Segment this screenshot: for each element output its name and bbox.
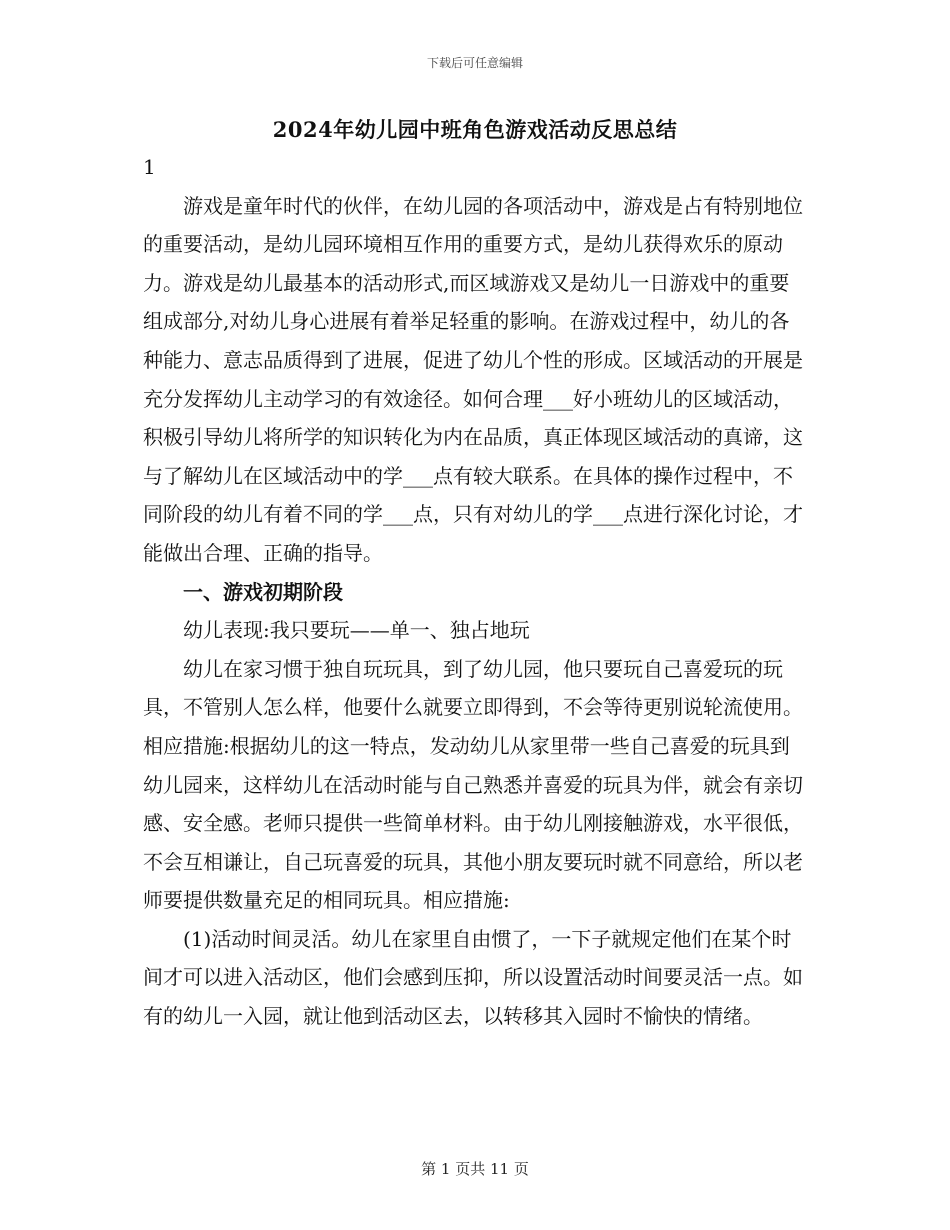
section-number: 1 <box>143 155 156 179</box>
measure-item-1: (1)活动时间灵活。幼儿在家里自由惯了，一下子就规定他们在某个时间才可以进入活动区，他们会感到压抑，所以设置活动时间要灵活一点。如有的幼儿一入园，就让他到活动区去，以转移其入园时不愉快的情绪。 <box>143 926 803 1029</box>
intro-paragraph: 游戏是童年时代的伙伴，在幼儿园的各项活动中，游戏是占有特别地位的重要活动，是幼儿园环境相互作用的重要方式，是幼儿获得欢乐的原动力。游戏是幼儿最基本的活动形式,而区域游戏又是幼儿一日游戏中的重要组成部分,对幼儿身心进展有着举足轻重的影响。在游戏过程中，幼儿的各种能力、意志品质得到了进展，促进了幼儿个性的形成。区域活动的开展是充分发挥幼儿主动学习的有效途径。如何合理___好小班幼儿的区域活动，积极引导幼儿将所学的知识转化为内在品质，真正体现区域活动的真谛，这与了解幼儿在区域活动中的学___点有较大联系。在具体的操作过程中，不同阶段的幼儿有着不同的学___点，只有对幼儿的学___点进行深化讨论，才能做出合理、正确的指导。 <box>143 193 803 565</box>
page-footer: 第 1 页共 11 页 <box>421 1160 529 1178</box>
document-body <box>143 148 807 1036</box>
measures-paragraph: 幼儿在家习惯于独自玩玩具，到了幼儿园，他只要玩自己喜爱玩的玩具，不管别人怎么样，他要什么就要立即得到，不会等待更别说轮流使用。相应措施:根据幼儿的这一特点，发动幼儿从家里带一些自己喜爱的玩具到幼儿园来，这样幼儿在活动时能与自己熟悉并喜爱的玩具为伴，就会有亲切感、安全感。老师只提供一些简单材料。由于幼儿刚接触游戏，水平很低，不会互相谦让，自己玩喜爱的玩具，其他小朋友要玩时就不同意给，所以老师要提供数量充足的相同玩具。相应措施: <box>143 656 803 913</box>
document-title: 2024年幼儿园中班角色游戏活动反思总结 <box>272 117 678 142</box>
header-note: 下载后可任意编辑 <box>426 56 523 70</box>
section-heading: 一、游戏初期阶段 <box>183 579 343 604</box>
child-performance-line: 幼儿表现:我只要玩——单一、独占地玩 <box>183 618 530 643</box>
